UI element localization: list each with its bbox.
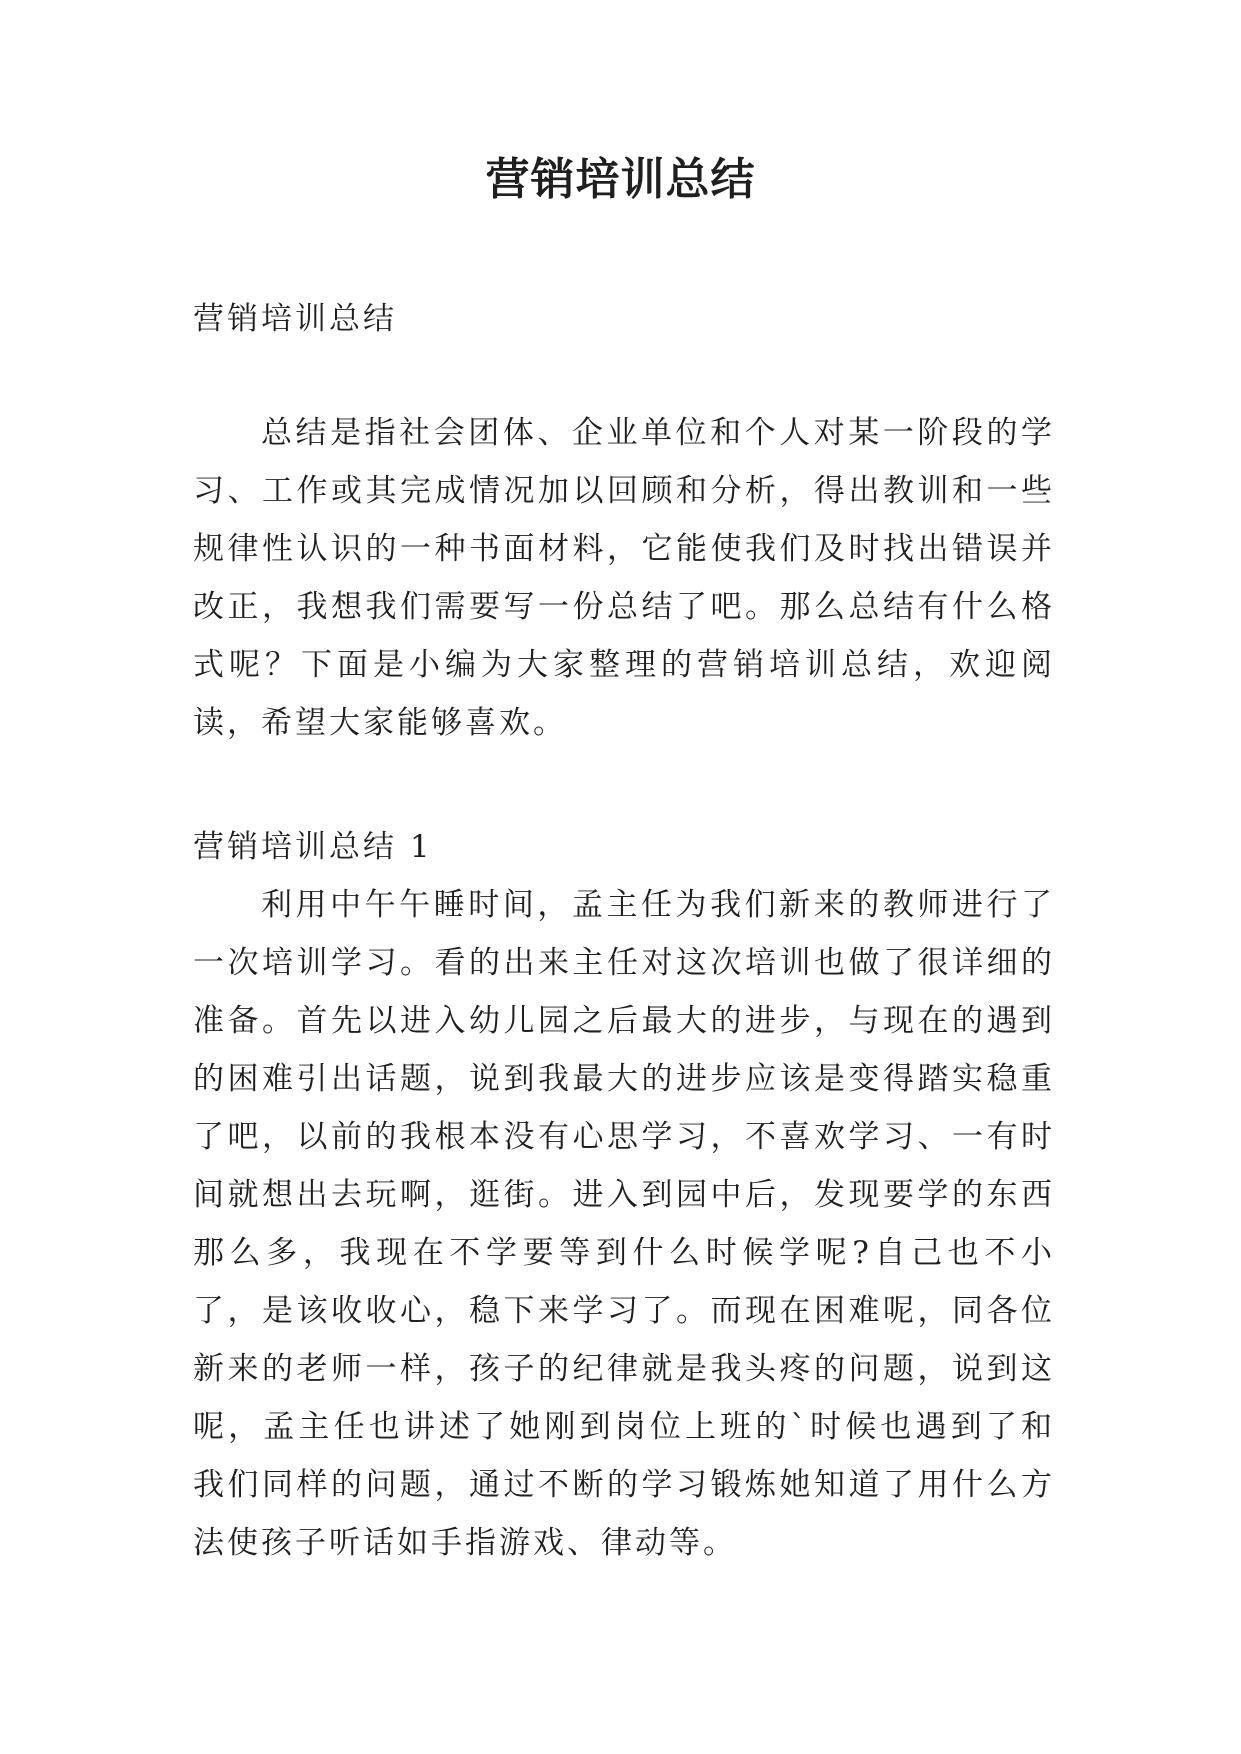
section-heading: 营销培训总结 1 [193, 829, 433, 865]
intro-paragraph: 总结是指社会团体、企业单位和个人对某一阶段的学习、工作或其完成情况加以回顾和分析，得出教训和一些规律性认识的一种书面材料，它能使我们及时找出错误并改正，我想我们需要写一份总结了吧。那么总结有什么格式呢？下面是小编为大家整理的营销培训总结，欢迎阅读，希望大家能够喜欢。 [193, 415, 1055, 741]
document-subtitle: 营销培训总结 [193, 301, 397, 337]
section-paragraph: 利用中午午睡时间，孟主任为我们新来的教师进行了一次培训学习。看的出来主任对这次培训也做了很详细的准备。首先以进入幼儿园之后最大的进步，与现在的遇到的困难引出话题，说到我最大的进步应该是变得踏实稳重了吧，以前的我根本没有心思学习，不喜欢学习、一有时间就想出去玩啊，逛街。进入到园中后，发现要学的东西那么多，我现在不学要等到什么时候学呢?自己也不小了，是该收收心，稳下来学习了。而现在困难呢，同各位新来的老师一样，孩子的纪律就是我头疼的问题，说到这呢，孟主任也讲述了她刚到岗位上班的`时候也遇到了和我们同样的问题，通过不断的学习锻炼她知道了用什么方法使孩子听话如手指游戏、律动等。 [193, 887, 1055, 1561]
document-title: 营销培训总结 [485, 154, 756, 205]
